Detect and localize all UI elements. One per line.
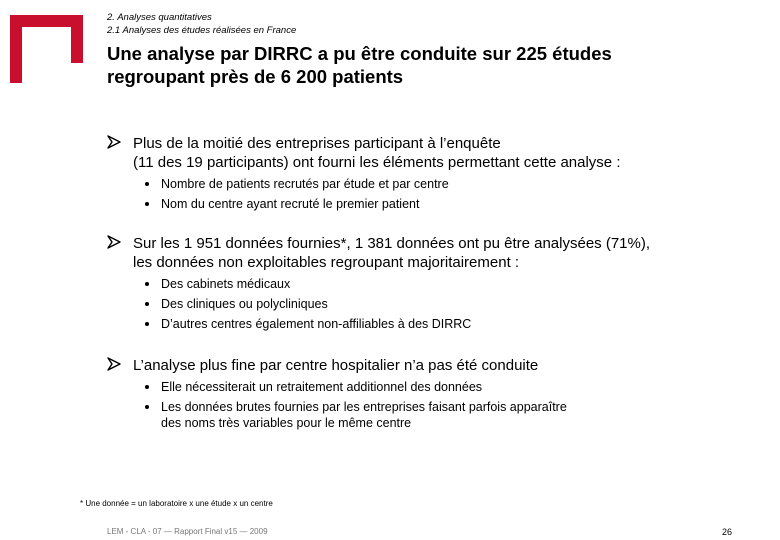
breadcrumb (107, 11, 296, 37)
list-item-text: Nombre de patients recrutés par étude et par centre (161, 177, 449, 191)
company-logo (10, 15, 83, 83)
bullet-dot-icon (145, 322, 149, 326)
section-heading-line-2: (11 des 19 participants) ont fourni les éléments permettant cette analyse : (133, 154, 621, 171)
page-number: 26 (721, 527, 732, 537)
section-heading-line-1: Sur les 1 951 données fournies*, 1 381 données ont pu être analysées (71%), (133, 235, 651, 252)
section-data-analysed (107, 234, 747, 332)
list-item (145, 196, 747, 212)
arrow-bullet-icon (107, 235, 121, 249)
list-item (145, 276, 747, 292)
list-item-text: D’autres centres également non-affiliables à des DIRRC (161, 317, 472, 331)
list-item-text: Nom du centre ayant recruté le premier patient (161, 197, 420, 211)
list-item (145, 399, 747, 431)
breadcrumb-line-1: 2. Analyses quantitatives (107, 12, 212, 23)
main-content (107, 134, 747, 435)
bullet-dot-icon (145, 202, 149, 206)
page-title (107, 42, 747, 88)
section-heading-line-1: Plus de la moitié des entreprises participant à l’enquête (133, 135, 501, 152)
section-heading-line-2: les données non exploitables regroupant majoritairement : (133, 254, 520, 271)
list-item (145, 176, 747, 192)
footnote: * Une donnée = un laboratoire x une étude x un centre (80, 499, 273, 508)
title-line-2: regroupant près de 6 200 patients (107, 66, 404, 87)
bullet-dot-icon (145, 302, 149, 306)
bullet-dot-icon (145, 405, 149, 409)
title-line-1: Une analyse par DIRRC a pu être conduite sur 225 études (107, 43, 612, 64)
list-item-text: Des cabinets médicaux (161, 277, 291, 291)
list-item (145, 379, 747, 395)
section-heading-line-1: L’analyse plus fine par centre hospitalier n’a pas été conduite (133, 357, 539, 374)
section-participation (107, 134, 747, 212)
sub-list (107, 379, 747, 431)
list-item-text-line-2: des noms très variables pour le même centre (161, 416, 412, 430)
bullet-dot-icon (145, 385, 149, 389)
footer-text: LEM - CLA - 07 — Rapport Final v15 — 2009 (107, 527, 268, 536)
bullet-dot-icon (145, 282, 149, 286)
list-item-text: Des cliniques ou polycliniques (161, 297, 328, 311)
list-item (145, 296, 747, 312)
arrow-bullet-icon (107, 357, 121, 371)
list-item-text: Elle nécessiterait un retraitement additionnel des données (161, 380, 483, 394)
section-hospital-analysis (107, 356, 747, 431)
sub-list (107, 276, 747, 332)
section-heading (133, 356, 747, 375)
bullet-dot-icon (145, 182, 149, 186)
list-item (145, 316, 747, 332)
section-heading (133, 234, 747, 272)
section-heading (133, 134, 747, 172)
list-item-text-line-1: Les données brutes fournies par les entreprises faisant parfois apparaître (161, 400, 567, 414)
breadcrumb-line-2: 2.1 Analyses des études réalisées en France (107, 25, 297, 36)
sub-list (107, 176, 747, 212)
arrow-bullet-icon (107, 135, 121, 149)
